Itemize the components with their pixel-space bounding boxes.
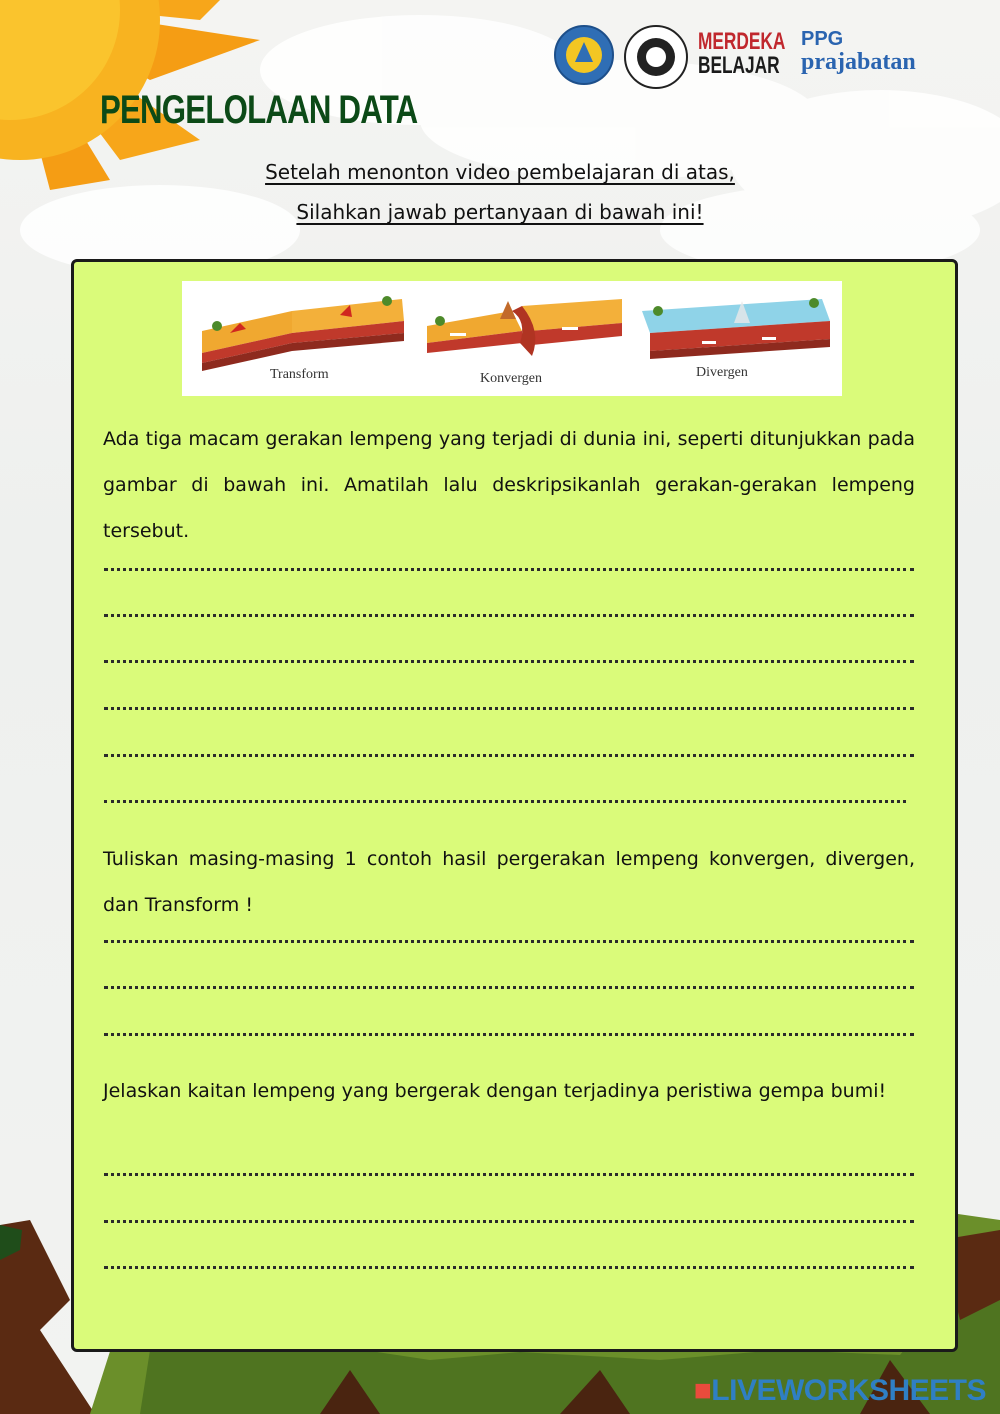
answer-line-q2-1[interactable] [104,940,914,943]
figure-label-transform: Transform [270,367,329,382]
answer-line-q2-3[interactable] [104,1033,914,1036]
answer-line-q3-2[interactable] [104,1220,914,1223]
kemendikbud-logo-icon [553,24,615,86]
page-title: PENGELOLAAN DATA [100,88,418,132]
belajar-text: BELAJAR [698,52,780,79]
figure-label-convergent: Konvergen [480,371,542,386]
question-2-text: Tuliskan masing-masing 1 contoh hasil pergerakan lempeng konvergen, divergen, dan Transform ! [103,848,915,916]
question-1-text: Ada tiga macam gerakan lempeng yang terjadi di dunia ini, seperti ditunjukkan pada gambar di bawah ini. Amatilah lalu deskripsikanlah gerakan-gerakan lempeng tersebut. [103,428,915,542]
figure-label-divergent: Divergen [696,365,748,380]
answer-line-q3-1[interactable] [104,1173,914,1176]
answer-line-q1-5[interactable] [104,754,914,757]
answer-line-q1-3[interactable] [104,660,914,663]
liveworksheets-brand [694,1374,986,1408]
divergent-diagram-icon [642,298,830,359]
answer-line-q1-1[interactable] [104,568,914,571]
instruction-line-1: Setelah menonton video pembelajaran di atas, [265,160,735,184]
answer-line-q1-6[interactable] [104,800,906,803]
merdeka-belajar-logo [698,30,785,78]
answer-line-q3-3[interactable] [104,1266,914,1269]
ppg-text: PPG [801,28,844,50]
plate-movement-figure [182,281,842,396]
answer-line-q2-2[interactable] [104,986,914,989]
brand-text: LIVEWORKSHEETS [711,1374,986,1407]
liveworksheets-logo-icon: ■ [693,1374,712,1407]
instruction-line-2: Silahkan jawab pertanyaan di bawah ini! [296,200,704,224]
partner-logos [553,24,933,90]
worksheet-panel [71,259,958,1352]
answer-line-q1-2[interactable] [104,614,914,617]
question-3-text: Jelaskan kaitan lempeng yang bergerak dengan terjadinya peristiwa gempa bumi! [103,1080,887,1102]
unm-logo-icon [623,24,689,90]
convergent-diagram-icon [427,299,622,356]
transform-diagram-icon [202,296,404,371]
prajabatan-text: prajabatan [801,49,916,75]
merdeka-text: MERDEKA [698,28,786,55]
answer-line-q1-4[interactable] [104,707,914,710]
ppg-prajabatan-logo [801,28,916,76]
